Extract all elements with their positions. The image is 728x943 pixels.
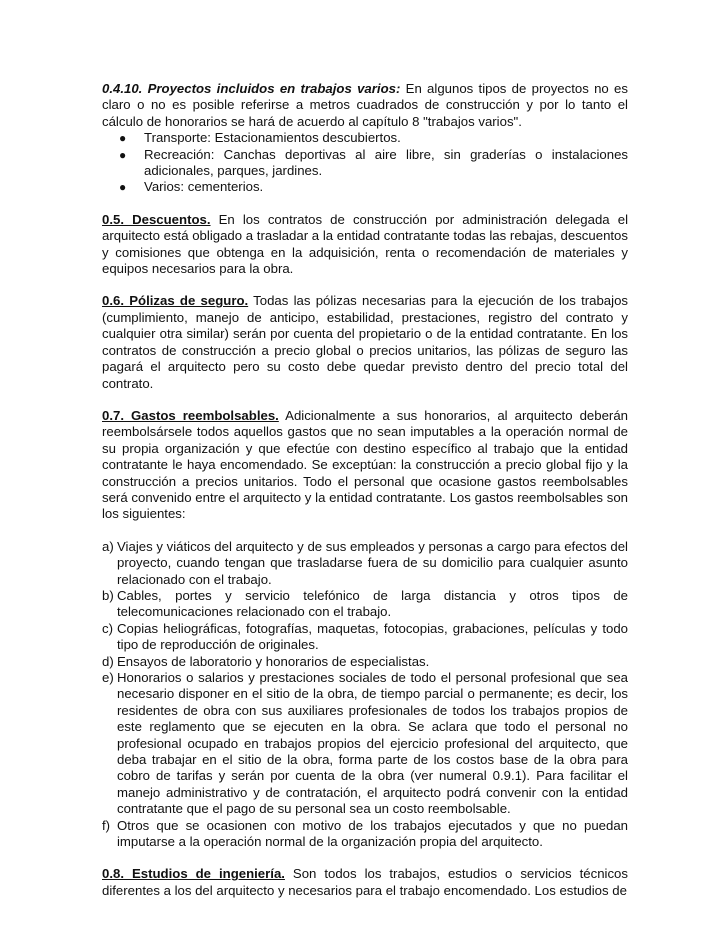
list-item: ● Recreación: Canchas deportivas al aire libre, sin graderías o instalaciones adicionales, parques, jardines. [119,146,628,179]
bullet-list [102,130,628,196]
bullet-icon: ● [119,147,127,162]
bullet-icon: ● [119,131,127,146]
list-item: a) Viajes y viáticos del arquitecto y de sus empleados y personas a cargo para efectos del proyecto, cuando tengan que trasladarse fuera de su domicilio para cualquier asunto relacionado con el trabajo. [102,538,628,587]
list-item: b) Cables, portes y servicio telefónico de larga distancia y otros tipos de telecomunicaciones relacionado con el trabajo. [102,587,628,620]
list-item: ● Varios: cementerios. [119,179,264,195]
section-text: En algunos tipos de proyectos no es claro o no es posible referirse a metros cuadrados de construcción y por lo tanto el cálculo de honorarios se hará de acuerdo al capítulo 8 "trabajos varios". [102,81,628,129]
list-item: ● Transporte: Estacionamientos descubiertos. [119,130,401,146]
section-heading: 0.8. Estudios de ingeniería. [102,866,285,882]
section-heading: 0.4.10. Proyectos incluidos en trabajos varios: [102,81,401,96]
list-item: d) Ensayos de laboratorio y honorarios de especialistas. [102,653,430,669]
section-text: Adicionalmente a sus honorarios, al arquitecto deberán reembolsársele todos aquellos gastos que no sean imputables a la operación normal de su propia organización y que efectúe con destino específico al trabajo que la entidad contratante le haya encomendado. Se exceptúan: la construcción a precio global fijo y la construcción a precios unitarios. Todo el personal que ocasione gastos reembolsables será convenido entre el arquitecto y la entidad contratante. Los gastos reembolsables son los siguientes: [102,407,628,522]
section-heading: 0.7. Gastos reembolsables. [102,407,279,423]
reimbursable-list [102,539,628,851]
section-0-7 [102,408,628,523]
section-text: Todas las pólizas necesarias para la ejecución de los trabajos (cumplimiento, manejo de anticipo, estabilidad, prestaciones, registro del contrato y cualquier otra similar) serán por cuenta del propietario o de la entidad contratante. En los contratos de construcción a precio global o precios unitarios, las pólizas de seguro las pagará el arquitecto pero su costo debe quedar previsto dentro del precio total del contrato. [102,293,628,391]
document-page [102,81,628,899]
list-item: c) Copias heliográficas, fotografías, maquetas, fotocopias, grabaciones, películas y todo tipo de reproducción de originales. [102,620,628,653]
bullet-icon: ● [119,180,127,195]
section-0-5 [102,212,628,278]
list-item: e) Honorarios o salarios y prestaciones sociales de todo el personal profesional que sea necesario disponer en el sitio de la obra, de tiempo parcial o permanente; es decir, los residentes de obra con sus auxiliares profesionales de todos los trabajos propios de este reglamento que se ejecuten en la obra. Se aclara que todo el personal no profesional ocupado en trabajos propios del ejercicio profesional del arquitecto, que deba trabajar en el sitio de la obra, forma parte de los costos base de la obra para cobro de tarifas y serán por cuenta de la obra (ver numeral 0.9.1). Para facilitar el manejo administrativo y de contratación, el arquitecto podrá convenir con la entidad contratante que el pago de su personal sea un costo reembolsable. [102,670,628,817]
section-text: En los contratos de construcción por administración delegada el arquitecto está obligado a trasladar a la entidad contratante todas las rebajas, descuentos y comisiones que obtenga en la adquisición, renta o recomendación de materiales y equipos necesarios para la obra. [102,211,629,277]
section-heading: 0.6. Pólizas de seguro. [102,293,249,309]
list-item: f) Otros que se ocasionen con motivo de los trabajos ejecutados y que no puedan imputarse a la operación normal de la organización propia del arquitecto. [102,817,628,850]
section-0-6 [102,293,628,391]
section-0-4-10 [102,81,628,130]
section-text: Son todos los trabajos, estudios o servicios técnicos diferentes a los del arquitecto y necesarios para el trabajo encomendado. Los estudios de [102,866,628,898]
section-heading: 0.5. Descuentos. [102,211,211,227]
section-0-8 [102,866,628,899]
